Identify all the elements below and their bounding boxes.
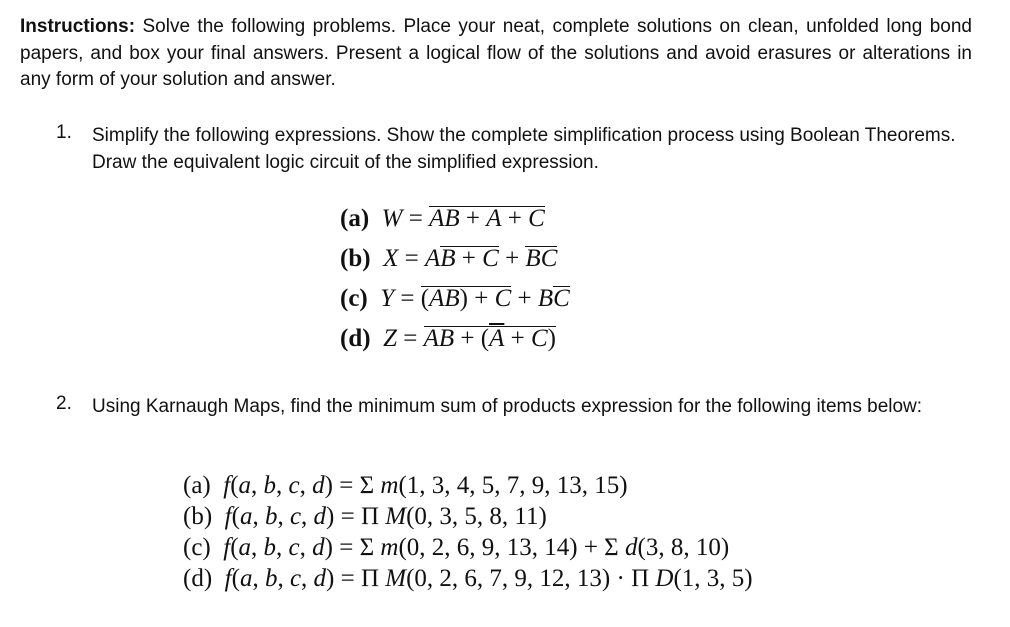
kmap-item-a-expr: f(a, b, c, d) = Σ m(1, 3, 4, 5, 7, 9, 13, 15) — [223, 472, 628, 499]
equation-1d: (d) Z = AB + $(\overline{A} + C)$ — [340, 325, 556, 352]
equation-1a-label: (a) — [340, 205, 370, 232]
equation-1b: (b) X = AB + C + BC — [340, 245, 558, 272]
kmap-item-d-expr: f(a, b, c, d) = Π M(0, 2, 6, 7, 9, 12, 13) · Π D(1, 3, 5) — [224, 565, 753, 592]
equation-1a: (a) W = AB + A + C — [340, 205, 545, 232]
equation-1c-term1: (AB) + C — [420, 285, 512, 312]
equation-1b-term1: B + C — [440, 245, 499, 272]
kmap-item-c — [183, 534, 729, 562]
equation-1d-rhs: AB + $(\overline{A} + C)$ — [423, 325, 556, 352]
equation-1d-lhs: Z — [383, 325, 397, 352]
instructions-label: Instructions: — [20, 16, 136, 37]
equation-1b-label: (b) — [340, 245, 371, 272]
instructions-paragraph — [20, 14, 972, 94]
equation-1b-term2: BC — [525, 245, 558, 272]
problem-2-text: Using Karnaugh Maps, find the minimum sum of products expression for the following items below: — [92, 396, 923, 417]
equation-1b-lhs: X — [383, 245, 399, 272]
problem-2-number: 2. — [56, 393, 72, 414]
equation-1a-lhs: W — [381, 205, 403, 232]
kmap-item-d — [183, 565, 753, 593]
equation-1a-rhs: AB + A + C — [429, 205, 545, 232]
kmap-item-a — [183, 472, 628, 500]
problem-1-number: 1. — [56, 122, 72, 143]
equation-1d-label: (d) — [340, 325, 371, 352]
kmap-item-c-label: (c) — [183, 534, 211, 561]
kmap-item-d-label: (d) — [183, 565, 213, 592]
instructions-text: Solve the following problems. Place your neat, complete solutions on clean, unfolded long bond papers, and box your final answers. Present a logical flow of the solutions and avoid erasures or alterations in any form of your solution and answer. — [20, 16, 972, 90]
kmap-item-c-expr: f(a, b, c, d) = Σ m(0, 2, 6, 9, 13, 14) + Σ d(3, 8, 10) — [223, 534, 730, 561]
equation-1c-label: (c) — [340, 285, 368, 312]
equation-1c-lhs: Y — [380, 285, 395, 312]
equation-1c: (c) Y = (AB) + C + BC — [340, 285, 570, 312]
kmap-item-b-label: (b) — [183, 503, 213, 530]
kmap-item-b — [183, 503, 547, 531]
problem-1-text: Simplify the following expressions. Show the complete simplification process using Boolean Theorems. Draw the equivalent logic circuit of the simplified expression. — [92, 125, 956, 173]
kmap-item-b-expr: f(a, b, c, d) = Π M(0, 3, 5, 8, 11) — [224, 503, 547, 530]
kmap-item-a-label: (a) — [183, 472, 211, 499]
equation-1c-term2: C — [553, 285, 570, 312]
